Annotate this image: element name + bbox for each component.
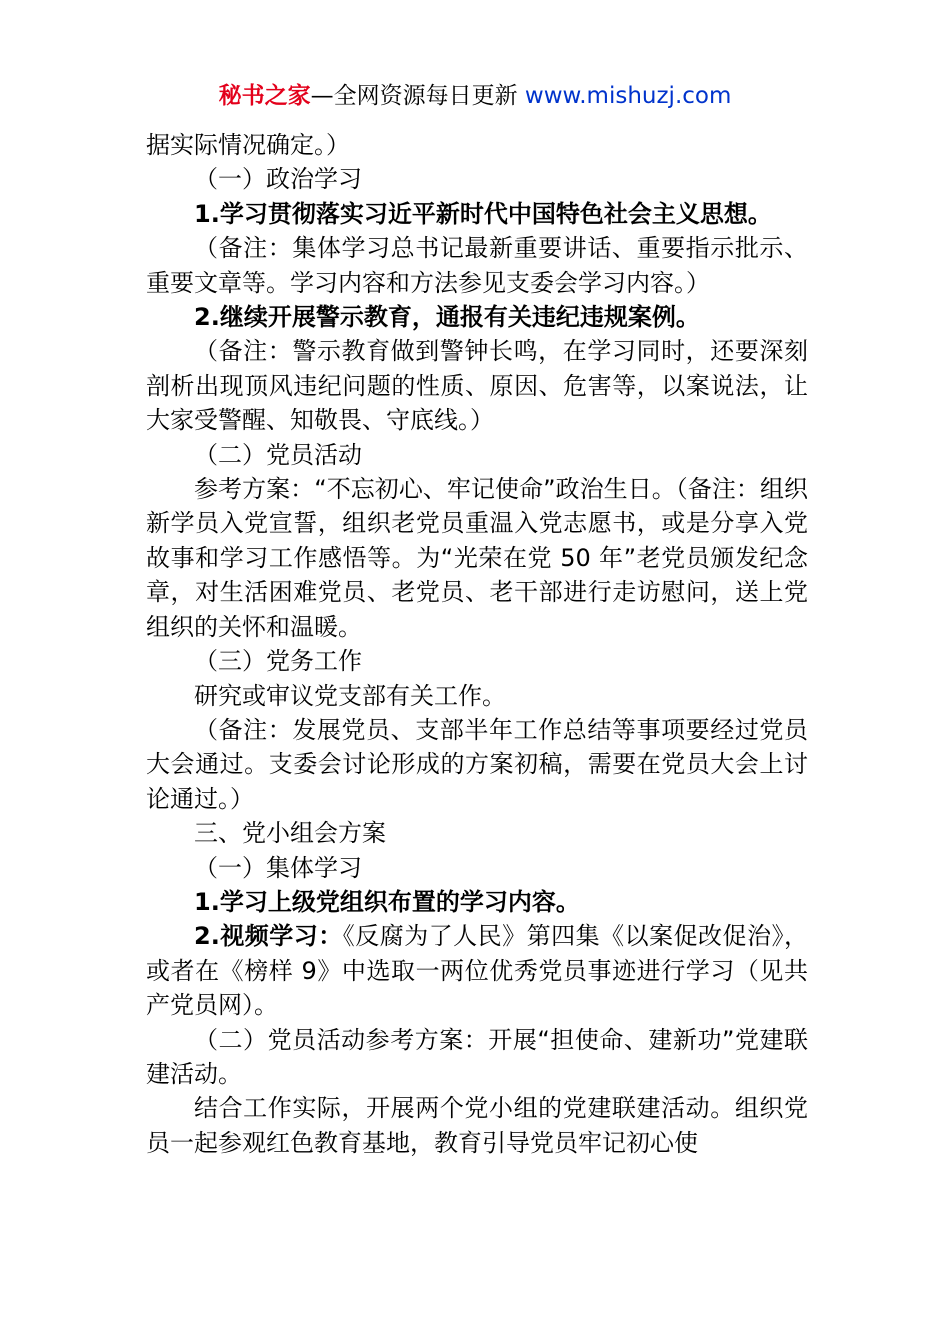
heading-party-affairs: （三）党务工作 (194, 647, 362, 676)
heading-collective-study: （一）集体学习 (194, 853, 362, 882)
paragraph-review-work: 研究或审议党支部有关工作。 (194, 681, 506, 710)
video-study-text: 《反腐为了人民》第四集《以案促改促治》，或者在《榜样 9》中选取一两位优秀党员事迹进行学习（见共产党员网）。 (146, 922, 808, 1020)
site-url[interactable]: www.mishuzj.com (524, 83, 732, 109)
paragraph-reference-plan: 参考方案：“不忘初心、牢记使命”政治生日。（备注：组织新学员入党宣誓，组织老党员重温入党志愿书，或是分享入党故事和学习工作感悟等。为“光荣在党 50 年”老党员颁发纪念章，对生活困难党员、老党员、老干部进行走访慰问，送上党组织的关怀和温暖。 (146, 475, 808, 641)
item-study-content: 1.学习上级党组织布置的学习内容。 (194, 887, 580, 916)
video-study-label: 2.视频学习： (194, 922, 343, 951)
heading-political-study: （一）政治学习 (194, 165, 362, 194)
heading-member-activity: （二）党员活动 (194, 440, 362, 469)
note-member-development: （备注：发展党员、支部半年工作总结等事项要经过党员大会通过。支委会讨论形成的方案初稿，需要在党员大会上讨论通过。） (146, 715, 808, 813)
site-tagline: —全网资源每日更新 (310, 83, 525, 109)
paragraph-joint-construction: 结合工作实际，开展两个党小组的党建联建活动。组织党员一起参观红色教育基地，教育引导党员牢记初心使 (146, 1094, 808, 1157)
site-header (0, 80, 950, 112)
item-study-thought: 1.学习贯彻落实习近平新时代中国特色社会主义思想。 (194, 199, 772, 228)
note-warning-education: （备注：警示教育做到警钟长鸣，在学习同时，还要深刻剖析出现顶风违纪问题的性质、原因、危害等，以案说法，让大家受警醒、知敬畏、守底线。） (146, 337, 808, 435)
paragraph-continuation: 据实际情况确定。） (146, 131, 350, 159)
item-warning-education: 2.继续开展警示教育，通报有关违纪违规案例。 (194, 303, 700, 332)
site-brand: 秘书之家 (218, 83, 311, 109)
item-video-study (146, 919, 808, 1022)
heading-activity-plan: （二）党员活动参考方案：开展“担使命、建新功”党建联建活动。 (146, 1025, 808, 1088)
document-body (146, 128, 808, 1160)
heading-group-meeting-plan: 三、党小组会方案 (194, 819, 386, 848)
note-collective-study: （备注：集体学习总书记最新重要讲话、重要指示批示、重要文章等。学习内容和方法参见支委会学习内容。） (146, 234, 808, 297)
